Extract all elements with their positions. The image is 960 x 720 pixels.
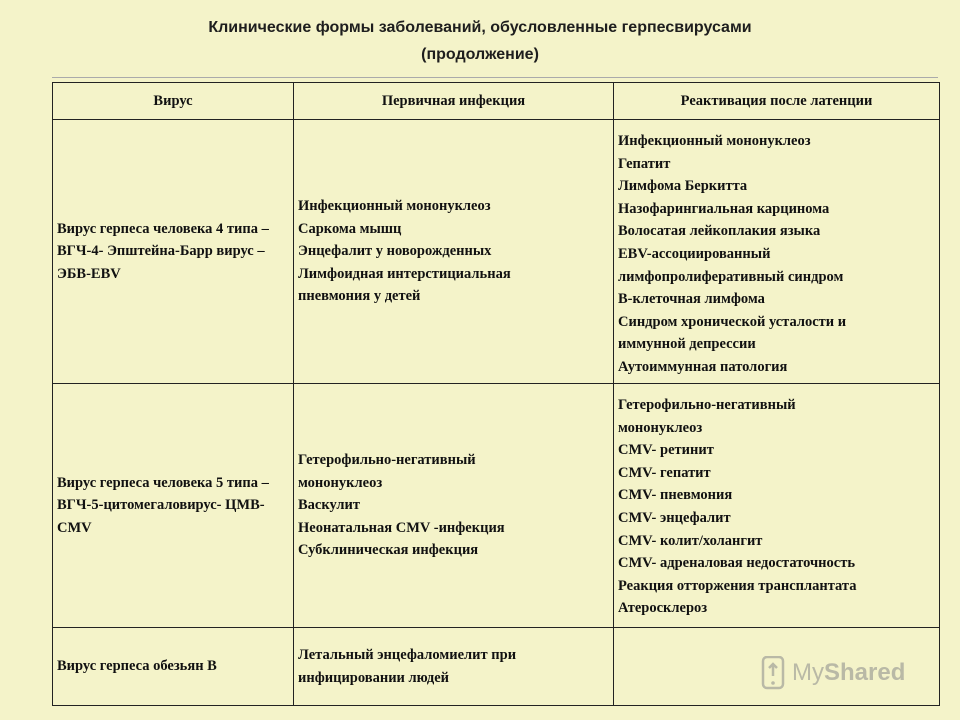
list-item: Субклиническая инфекция — [298, 542, 479, 559]
virus-name: Вирус герпеса обезьян В — [57, 658, 217, 675]
header-primary: Первичная инфекция — [294, 83, 614, 120]
primary-cell — [294, 120, 614, 384]
virus-cell — [53, 384, 294, 628]
list-item: Синдром хронической усталости и — [618, 313, 847, 330]
virus-cell — [53, 628, 294, 706]
slide-title-line2: (продолжение) — [421, 46, 539, 63]
list-item: мононуклеоз — [298, 474, 383, 491]
herpes-table — [52, 82, 940, 706]
list-item: Реакция отторжения трансплантата — [618, 577, 857, 594]
title-divider — [52, 77, 938, 78]
list-item: пневмония у детей — [298, 288, 421, 305]
list-item: Саркома мышц — [298, 220, 402, 237]
list-item: В-клеточная лимфома — [618, 291, 765, 308]
header-reactivation: Реактивация после латенции — [614, 83, 940, 120]
list-item: Гепатит — [618, 155, 671, 172]
list-item: Лимфоидная интерстициальная — [298, 265, 511, 282]
table-header-row — [53, 83, 940, 120]
list-item: иммунной депрессии — [618, 336, 756, 353]
reactivation-cell — [614, 120, 940, 384]
virus-name: Вирус герпеса человека 4 типа – ВГЧ-4- Эпштейна-Барр вирус – ЭБВ-EBV — [57, 220, 269, 282]
list-item: лимфопролиферативный синдром — [618, 268, 844, 285]
watermark-text — [792, 659, 905, 687]
header-virus: Вирус — [53, 83, 294, 120]
list-item: Волосатая лейкоплакия языка — [618, 223, 821, 240]
list-item: CMV- адреналовая недостаточность — [618, 555, 856, 572]
list-item: Аутоиммунная патология — [618, 358, 788, 375]
list-item: Инфекционный мононуклеоз — [298, 198, 491, 215]
virus-name: Вирус герпеса человека 5 типа – ВГЧ-5-цитомегаловирус- ЦМВ-CMV — [57, 474, 269, 536]
list-item: CMV- гепатит — [618, 464, 711, 481]
primary-cell — [294, 384, 614, 628]
watermark — [760, 656, 905, 690]
list-item: Энцефалит у новорожденных — [298, 243, 492, 260]
list-item: мононуклеоз — [618, 419, 703, 436]
watermark-text-shared: Shared — [824, 659, 906, 686]
list-item: Лимфома Беркитта — [618, 178, 748, 195]
reactivation-cell — [614, 384, 940, 628]
list-item: инфицировании людей — [298, 669, 450, 686]
list-item: CMV- энцефалит — [618, 509, 731, 526]
primary-cell — [294, 628, 614, 706]
list-item: EBV-ассоциированный — [618, 245, 771, 262]
mobile-shared-logo-icon — [760, 656, 788, 690]
list-item: Васкулит — [298, 497, 361, 514]
list-item: CMV- пневмония — [618, 487, 733, 504]
list-item: Инфекционный мононуклеоз — [618, 133, 811, 149]
list-item: Гетерофильно-негативный — [298, 452, 476, 469]
list-item: Неонатальная CMV -инфекция — [298, 519, 505, 536]
list-item: Летальный энцефаломиелит при — [298, 646, 517, 663]
list-item: Гетерофильно-негативный — [618, 397, 796, 413]
table-row — [53, 120, 940, 384]
table-row — [53, 384, 940, 628]
list-item: Атеросклероз — [618, 600, 708, 617]
list-item: Назофарингиальная карцинома — [618, 200, 830, 217]
list-item: CMV- колит/холангит — [618, 532, 763, 549]
virus-cell — [53, 120, 294, 384]
watermark-text-my: My — [792, 659, 824, 686]
slide-title-line1: Клинические формы заболеваний, обусловленные герпесвирусами — [208, 19, 752, 36]
list-item: CMV- ретинит — [618, 442, 714, 459]
slide-title — [0, 14, 960, 68]
